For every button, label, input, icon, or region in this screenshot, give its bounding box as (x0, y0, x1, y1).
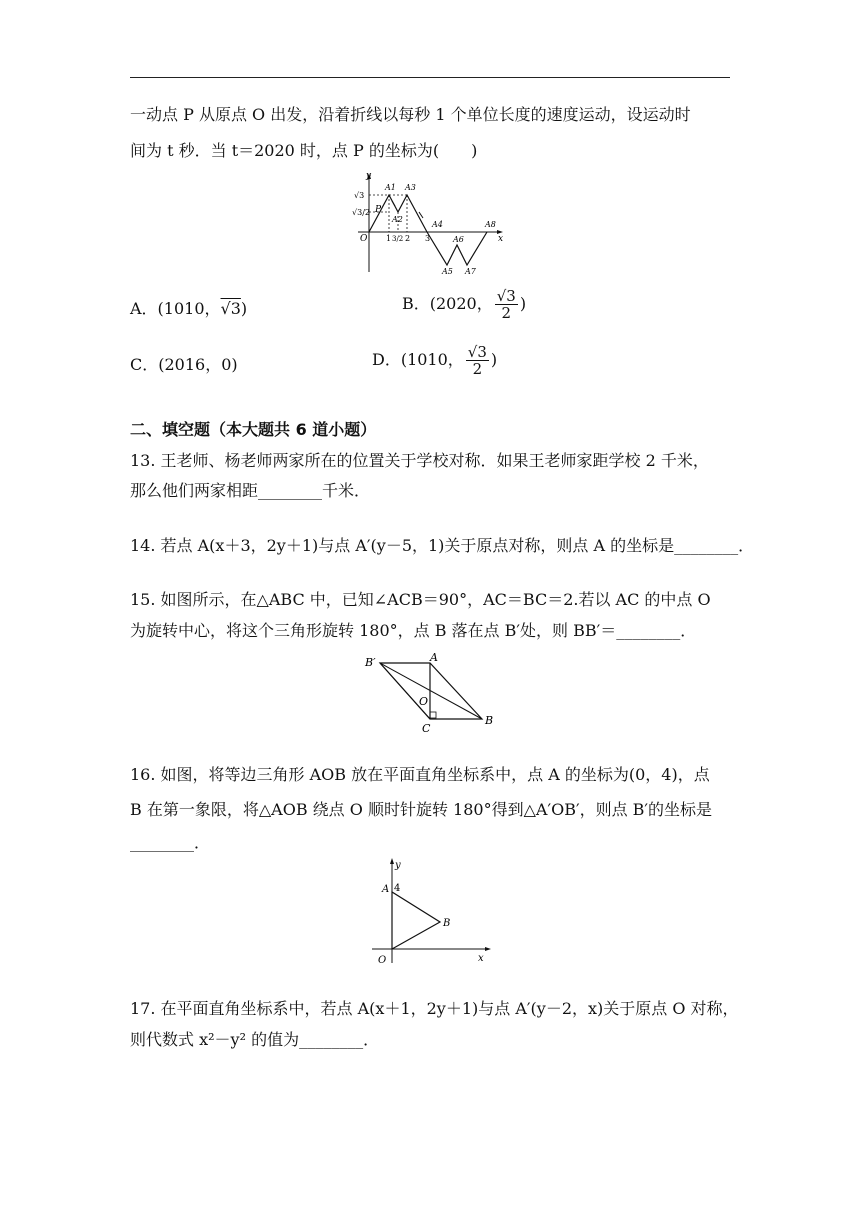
q14-line1: 14. 若点 A(x＋3，2y＋1)与点 A′(y－5，1)关于原点对称，则点 A 的坐标是________． (130, 536, 755, 555)
fig12-label: A6 (453, 235, 464, 244)
q13-line1: 13. 王老师、杨老师两家所在的位置关于学校对称．如果王老师家距学校 2 千米， (130, 451, 709, 470)
fig12-label: √3/2 (352, 208, 370, 217)
q15-line2: 为旋转中心，将这个三角形旋转 180°，点 B 落在点 B′处，则 BB′＝________． (130, 621, 697, 640)
fig12-label: A1 (385, 183, 396, 192)
q12-option-c: C．(2016，0) (130, 355, 238, 374)
q17-line1: 17. 在平面直角坐标系中，若点 A(x＋1，2y＋1)与点 A′(y－2，x)关于原点 O 对称， (130, 999, 739, 1018)
q16-line1: 16. 如图，将等边三角形 AOB 放在平面直角坐标系中，点 A 的坐标为(0，4)，点 (130, 765, 710, 784)
fig12-label: √3 (354, 191, 365, 200)
fig12-label: x (498, 234, 504, 244)
q12-option-d: D．(1010， $\frac{√3}{2}$ ) (372, 343, 498, 378)
section-heading: 二、填空题（本大题共 6 道小题） (130, 420, 377, 439)
q12-figure (352, 170, 512, 280)
q12-line1: 一动点 P 从原点 O 出发，沿着折线以每秒 1 个单位长度的速度运动，设运动时 (130, 105, 691, 124)
fig12-label: A7 (465, 267, 476, 276)
q16-figure (366, 855, 496, 970)
q16-line3: ________． (130, 833, 211, 852)
q17-line2: 则代数式 x²－y² 的值为________． (130, 1030, 380, 1049)
fig12-label: y (366, 171, 372, 181)
q15-figure (360, 650, 510, 740)
q16-line2: B 在第一象限，将△AOB 绕点 O 顺时针旋转 180°得到△A′OB′，则点 B′的坐标是 (130, 800, 713, 819)
fig12-label: 3/2 (392, 235, 404, 243)
fig12-label: 3 (425, 234, 431, 243)
q12-option-b: B．(2020， $\frac{√3}{2}$ ) (402, 287, 527, 322)
fig16-label: 4 (394, 883, 401, 894)
fig16-label: O (378, 955, 387, 966)
fig12-label: 1 (386, 234, 392, 243)
fig16-label: y (395, 860, 401, 871)
fig15-label: A (430, 651, 438, 664)
fig12-label: A3 (405, 183, 416, 192)
q12-line2: 间为 t 秒．当 t＝2020 时，点 P 的坐标为( ) (130, 141, 478, 160)
q12-option-a: A．(1010，√3) (130, 299, 248, 318)
fig16-label: A (382, 884, 390, 895)
fig12-label: A4 (432, 220, 443, 229)
top-rule (130, 77, 730, 78)
q13-line2: 那么他们两家相距________千米． (130, 481, 371, 500)
fig12-label: A8 (485, 220, 496, 229)
fig15-label: C (422, 722, 431, 735)
fig15-label: O (419, 695, 429, 708)
fig12-label: P (375, 205, 382, 215)
fig16-label: x (478, 953, 484, 964)
fig12-label: A2 (392, 215, 403, 224)
fig12-label: O (360, 234, 368, 244)
fig16-label: B (443, 918, 451, 929)
fig15-label: B′ (365, 656, 376, 669)
fig12-label: 2 (405, 234, 411, 243)
fig12-label: A5 (442, 267, 453, 276)
q15-line1: 15. 如图所示，在△ABC 中，已知∠ACB＝90°，AC＝BC＝2.若以 AC 的中点 O (130, 590, 711, 609)
fig15-label: B (485, 714, 494, 727)
